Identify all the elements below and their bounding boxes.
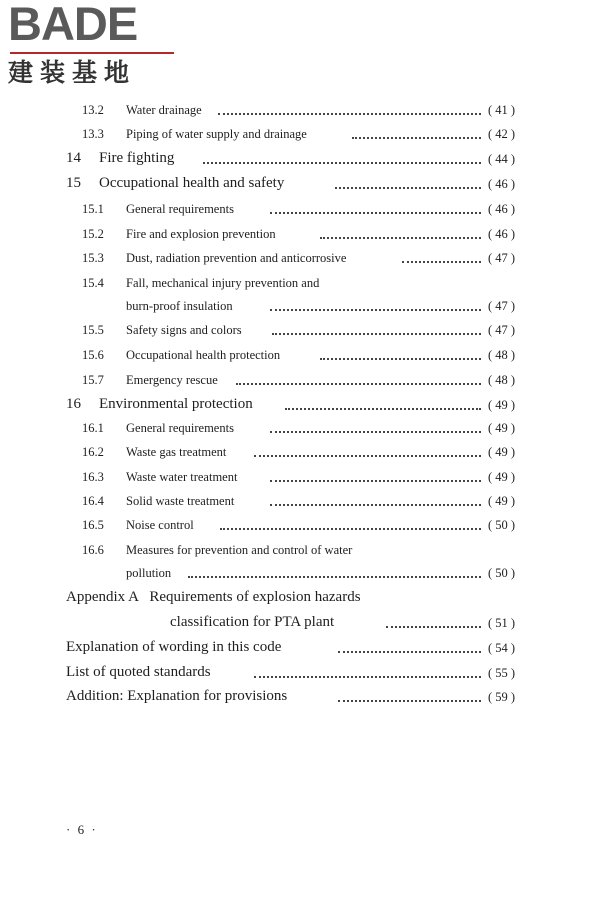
toc-number: 15.2 — [82, 227, 104, 241]
dot-leader — [270, 212, 481, 214]
toc-title: Fire fighting — [99, 150, 175, 166]
dot-leader — [236, 383, 481, 385]
toc-title: Emergency rescue — [126, 373, 218, 387]
dot-leader — [386, 626, 481, 628]
logo-chinese-text: 建装基地 — [8, 58, 137, 87]
toc-title-continuation: classification for PTA plant — [170, 614, 335, 630]
dot-leader — [335, 187, 481, 189]
page-number: · 6 · — [66, 822, 98, 837]
toc-title: General requirements — [126, 202, 234, 216]
dot-leader — [270, 480, 481, 482]
logo-wordmark: BADE — [8, 0, 138, 50]
toc-number: 16.3 — [82, 470, 104, 484]
dot-leader — [285, 408, 481, 410]
toc-number: 15.7 — [82, 373, 104, 387]
toc-number: 16.4 — [82, 494, 104, 508]
dot-leader — [402, 261, 481, 263]
toc-number: 13.2 — [82, 103, 104, 117]
dot-leader — [338, 651, 481, 653]
dot-leader — [218, 113, 481, 115]
toc-number: 16.6 — [82, 543, 104, 557]
toc-number: 14 — [66, 150, 81, 166]
toc-title-continuation: pollution — [126, 566, 172, 580]
toc-title: Addition: Explanation for provisions — [66, 688, 288, 704]
toc-title: List of quoted standards — [66, 664, 211, 680]
toc-title: Dust, radiation prevention and anticorrosive — [126, 251, 347, 265]
toc-title: Piping of water supply and drainage — [126, 127, 307, 141]
toc-number: 15.6 — [82, 348, 104, 362]
toc-number: 16.5 — [82, 518, 104, 532]
toc-number: 13.3 — [82, 127, 104, 141]
toc-number: 15.5 — [82, 323, 104, 337]
toc-title: Solid waste treatment — [126, 494, 235, 508]
table-of-contents: 13.2 Water drainage ( 41 ) 13.3 Piping of water supply and drainage ( 42 ) 14 Fire fighting ( 44 ) 15 Occupational health and safety ( 46 ) 15.1 General requirements ( 46 ) 15.2 Fire and explosion prevention ( 46 ) 15.3 Dust, radiation prevention and anticorrosive ( 47 ) 15.4 Fall, mechanical injury prevention and burn-proof insulation ( 47 ) 15.5 Safety signs and colors ( 47 ) 15.6 Occupational health protection ( 48 ) 15.7 Emergency rescue ( 48 ) 16 Environmental protection ( 49 ) 16.1 General requirements ( 49 ) 16.2 Waste gas treatment ( 49 ) 16.3 Waste water treatment ( 49 ) 16.4 Solid waste treatment ( 49 ) 16.5 Noise control ( 50 ) 16.6 Measures for prevention and control of water pollution ( 50 ) Appendix A Requirements of explosion hazards classification for PTA plant ( 51 ) Explanation of wording in this code ( 54 ) List of quoted standards ( 55 ) Addition: Explanation for provisions ( 59 ) — [66, 103, 516, 704]
toc-number: 16.2 — [82, 445, 104, 459]
dot-leader — [254, 676, 481, 678]
dot-leader — [254, 455, 481, 457]
toc-title: Safety signs and colors — [126, 323, 242, 337]
dot-leader — [270, 504, 481, 506]
toc-title-continuation: burn-proof insulation — [126, 299, 233, 313]
dot-leader — [352, 137, 481, 139]
toc-title: Waste water treatment — [126, 470, 238, 484]
toc-number: 15.1 — [82, 202, 104, 216]
toc-number: 16 — [66, 396, 81, 412]
dot-leader — [320, 358, 481, 360]
toc-title: Occupational health and safety — [99, 175, 285, 191]
toc-title: Waste gas treatment — [126, 445, 227, 459]
dot-leader — [188, 576, 481, 578]
toc-title: Measures for prevention and control of water — [126, 543, 353, 557]
toc-title: Appendix A Requirements of explosion hazards — [66, 589, 361, 605]
dot-leader — [220, 528, 481, 530]
toc-title: General requirements — [126, 421, 234, 435]
dot-leader — [203, 162, 481, 164]
toc-title: Occupational health protection — [126, 348, 281, 362]
toc-title: Water drainage — [126, 103, 202, 117]
dot-leader — [270, 309, 481, 311]
dot-leader — [320, 237, 481, 239]
toc-title: Explanation of wording in this code — [66, 639, 282, 655]
dot-leader — [270, 431, 481, 433]
toc-title: Fire and explosion prevention — [126, 227, 276, 241]
toc-title: Fall, mechanical injury prevention and — [126, 276, 320, 290]
dot-leader — [272, 333, 481, 335]
toc-number: 15 — [66, 175, 81, 191]
toc-title: Environmental protection — [99, 396, 253, 412]
dot-leader — [338, 700, 481, 702]
toc-number: 15.4 — [82, 276, 104, 290]
toc-number: 16.1 — [82, 421, 104, 435]
toc-number: 15.3 — [82, 251, 104, 265]
toc-title: Noise control — [126, 518, 194, 532]
